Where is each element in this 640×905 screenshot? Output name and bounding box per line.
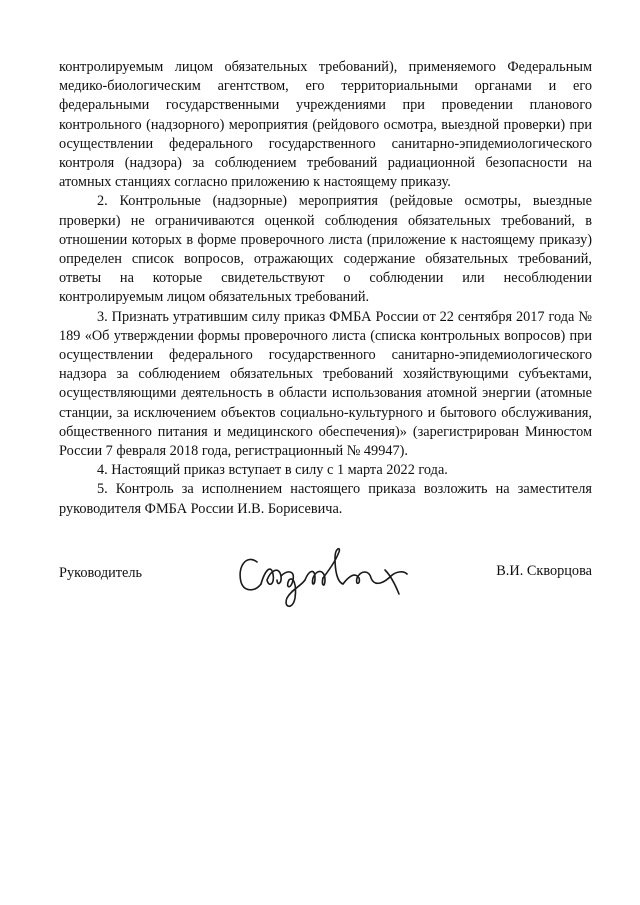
paragraph-item-3: 3. Признать утратившим силу приказ ФМБА России от 22 сентября 2017 года № 189 «Об утверждении формы проверочного листа (списка контрольных вопросов) при осуществлении федерального государственного санитарно-эпидемиологического надзора за соблюдением обязательных требований хозяйствующими субъектами, осуществляющими деятельность в области использования атомной энергии (атомные станции, за исключением объектов социально-культурного и бытового обслуживания, общественного питания и медицинского обеспечения)» (зарегистрирован Минюстом России 7 февраля 2018 года, регистрационный № 49947).	[59, 308, 592, 460]
paragraph-item-4: 4. Настоящий приказ вступает в силу с 1 марта 2022 года.	[97, 462, 448, 479]
paragraph-item-2: 2. Контрольные (надзорные) мероприятия (рейдовые осмотры, выездные проверки) не ограничиваются оценкой соблюдения обязательных требований, в отношении которых в форме проверочного листа (приложение к настоящему приказу) определен список вопросов, отражающих содержание обязательных требований, ответы на которые свидетельствуют о соблюдении или несоблюдении контролируемым лицом обязательных требований.	[59, 193, 592, 306]
paragraph-item-5: 5. Контроль за исполнением настоящего приказа возложить на заместителя руководителя ФМБА России И.В. Борисевича.	[59, 481, 592, 517]
paragraph-continuation: контролируемым лицом обязательных требований), применяемого Федеральным медико-биологическим агентством, его территориальными органами и его федеральными государственными учреждениями при проведении планового контрольного (надзорного) мероприятия (рейдового осмотра, выездной проверки) при осуществлении федерального государственного санитарно-эпидемиологического контроля (надзора) за соблюдением требований радиационной безопасности на атомных станциях согласно приложению к настоящему приказу.	[59, 59, 592, 191]
signature-block	[59, 540, 592, 620]
document-body	[59, 58, 592, 519]
signatory-role: Руководитель	[59, 565, 143, 581]
handwritten-signature	[235, 540, 435, 610]
signatory-name: В.И. Скворцова	[496, 563, 592, 579]
